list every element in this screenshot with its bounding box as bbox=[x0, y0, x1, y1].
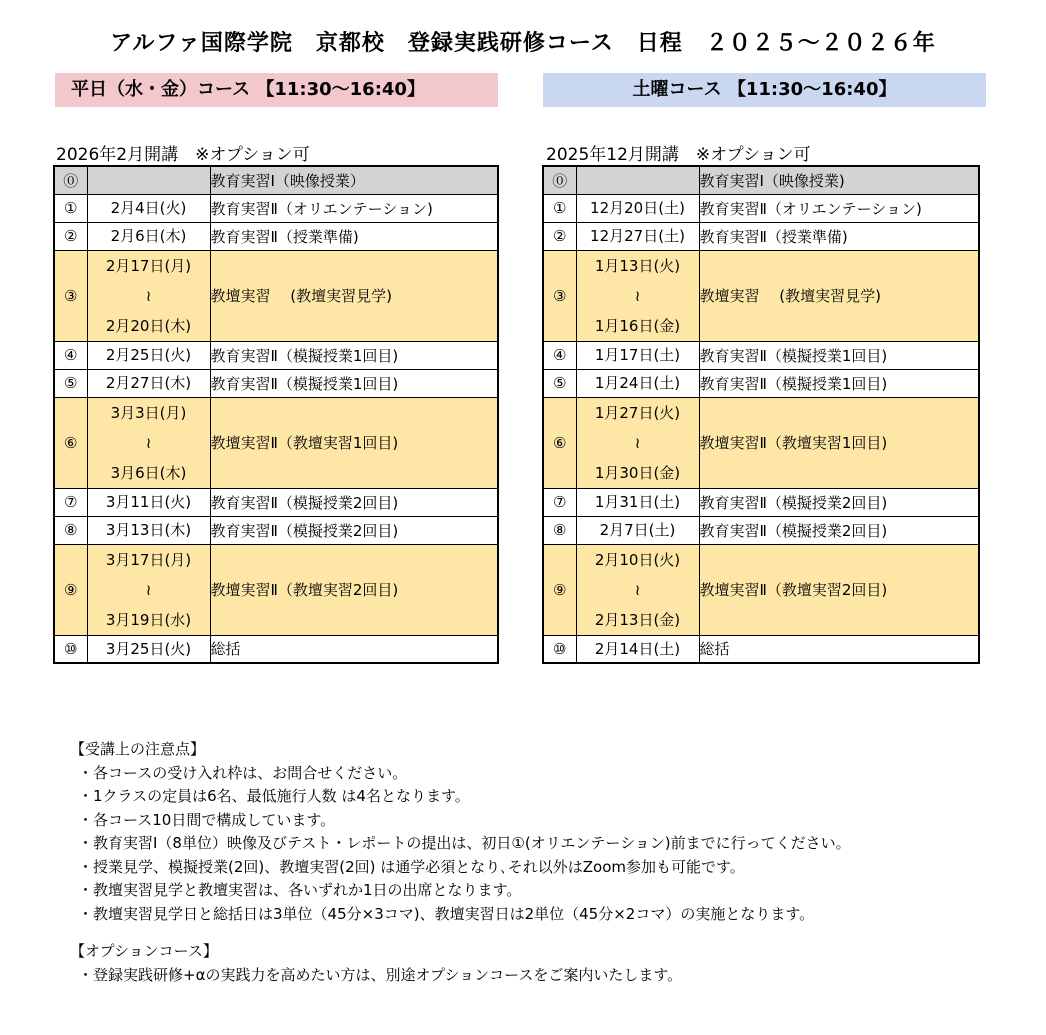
session-description: 総括 bbox=[210, 635, 498, 663]
date-text: 2月7日(土) bbox=[599, 521, 676, 539]
date-text: 12月27日(土) bbox=[590, 227, 685, 245]
date-text: 2月27日(木) bbox=[105, 374, 192, 392]
notes-heading: 【受講上の注意点】 bbox=[70, 740, 206, 758]
date-text: 1月27日(火) bbox=[594, 403, 681, 422]
schedule-row bbox=[543, 516, 979, 544]
session-date bbox=[87, 516, 210, 544]
schedule-row bbox=[54, 635, 498, 663]
session-description: 教育実習Ⅱ（オリエンテーション) bbox=[699, 194, 979, 222]
date-text: 1月17日(土) bbox=[594, 346, 681, 364]
session-number: ⓪ bbox=[543, 166, 576, 194]
date-text: 2月4日(火) bbox=[110, 199, 187, 217]
session-number: ⑤ bbox=[54, 369, 87, 397]
date-text: 1月24日(土) bbox=[594, 374, 681, 392]
session-description: 教育実習Ⅱ（模擬授業1回目) bbox=[699, 369, 979, 397]
date-range-mark: ≀ bbox=[634, 433, 641, 452]
date-text: 2月17日(月) bbox=[105, 256, 192, 275]
session-description: 教壇実習Ⅱ（教壇実習1回目) bbox=[210, 397, 498, 488]
session-number: ⑧ bbox=[54, 516, 87, 544]
date-text: 3月6日(木) bbox=[110, 463, 187, 482]
session-description: 教育実習Ⅱ（模擬授業2回目) bbox=[210, 516, 498, 544]
session-number: ⑦ bbox=[54, 488, 87, 516]
notes-section bbox=[70, 738, 851, 987]
session-number: ① bbox=[54, 194, 87, 222]
date-text: 2月13日(金) bbox=[594, 610, 681, 629]
session-date bbox=[576, 516, 699, 544]
session-description: 教育実習Ⅰ（映像授業） bbox=[210, 166, 498, 194]
date-text: 3月19日(水) bbox=[105, 610, 192, 629]
schedule-row bbox=[54, 341, 498, 369]
session-date bbox=[87, 250, 210, 341]
session-number: ② bbox=[54, 222, 87, 250]
schedule-row bbox=[543, 369, 979, 397]
date-text: 2月20日(木) bbox=[105, 316, 192, 335]
session-number: ⑥ bbox=[543, 397, 576, 488]
session-number: ⑨ bbox=[54, 544, 87, 635]
weekday-course-start: 2026年2月開講 ※オプション可 bbox=[56, 145, 310, 165]
session-date bbox=[576, 635, 699, 663]
session-date bbox=[87, 369, 210, 397]
schedule-row bbox=[54, 488, 498, 516]
date-text: 2月25日(火) bbox=[105, 346, 192, 364]
weekday-schedule-table bbox=[53, 165, 499, 664]
date-text: 3月3日(月) bbox=[110, 403, 187, 422]
session-number: ⓪ bbox=[54, 166, 87, 194]
date-text: 1月13日(火) bbox=[594, 256, 681, 275]
date-text: 2月10日(火) bbox=[594, 550, 681, 569]
session-date bbox=[576, 488, 699, 516]
session-description: 教壇実習Ⅱ（教壇実習1回目) bbox=[699, 397, 979, 488]
date-text: 2月6日(木) bbox=[110, 227, 187, 245]
session-description: 教育実習Ⅱ（授業準備) bbox=[210, 222, 498, 250]
session-number: ④ bbox=[543, 341, 576, 369]
session-number: ⑥ bbox=[54, 397, 87, 488]
session-description: 教壇実習Ⅱ（教壇実習2回目) bbox=[210, 544, 498, 635]
session-description: 教育実習Ⅱ（模擬授業1回目) bbox=[699, 341, 979, 369]
session-number: ② bbox=[543, 222, 576, 250]
session-description: 教育実習Ⅱ（模擬授業2回目) bbox=[699, 488, 979, 516]
date-text: 3月25日(火) bbox=[105, 639, 192, 658]
note-item: ・授業見学、模擬授業(2回)、教壇実習(2回) は通学必須となり､それ以外はZoom参加も可能です。 bbox=[78, 857, 745, 876]
session-description: 教壇実習 (教壇実習見学) bbox=[699, 250, 979, 341]
schedule-row bbox=[543, 635, 979, 663]
session-description: 教育実習Ⅱ（模擬授業2回目) bbox=[699, 516, 979, 544]
session-number: ④ bbox=[54, 341, 87, 369]
date-text: 2月14日(土) bbox=[594, 639, 681, 658]
schedule-row bbox=[54, 544, 498, 635]
date-range-mark: ≀ bbox=[145, 286, 152, 305]
saturday-course-start: 2025年12月開講 ※オプション可 bbox=[546, 145, 811, 165]
schedule-row bbox=[543, 488, 979, 516]
session-date bbox=[576, 369, 699, 397]
schedule-row bbox=[543, 397, 979, 488]
schedule-row bbox=[543, 341, 979, 369]
date-text: 3月13日(木) bbox=[105, 521, 192, 539]
session-date bbox=[576, 250, 699, 341]
session-number: ⑤ bbox=[543, 369, 576, 397]
date-range-mark: ≀ bbox=[634, 580, 641, 599]
session-number: ⑩ bbox=[543, 635, 576, 663]
date-text: 3月17日(月) bbox=[105, 550, 192, 569]
session-description: 教育実習Ⅱ（オリエンテーション) bbox=[210, 194, 498, 222]
session-date bbox=[576, 166, 699, 194]
date-text: 1月31日(土) bbox=[594, 493, 681, 511]
date-range-mark: ≀ bbox=[145, 580, 152, 599]
session-number: ⑩ bbox=[54, 635, 87, 663]
option-item: ・登録実践研修+αの実践力を高めたい方は、別途オプションコースをご案内いたします。 bbox=[78, 965, 683, 984]
schedule-row bbox=[54, 250, 498, 341]
session-date bbox=[576, 194, 699, 222]
schedule-row bbox=[543, 544, 979, 635]
note-item: ・各コースの受け入れ枠は、お問合せください。 bbox=[78, 763, 408, 782]
note-item: ・教育実習Ⅰ（8単位）映像及びテスト・レポートの提出は、初日①(オリエンテーション)前までに行ってください。 bbox=[78, 834, 851, 852]
session-date bbox=[87, 397, 210, 488]
session-date bbox=[576, 544, 699, 635]
schedule-row bbox=[54, 516, 498, 544]
session-number: ③ bbox=[543, 250, 576, 341]
note-item: ・各コース10日間で構成しています。 bbox=[78, 810, 336, 829]
schedule-row bbox=[54, 369, 498, 397]
weekday-course-banner: 平日（水・金）コース 【11:30～16:40】 bbox=[55, 73, 498, 107]
schedule-row bbox=[543, 194, 979, 222]
session-description: 教育実習Ⅰ（映像授業) bbox=[699, 166, 979, 194]
session-description: 教育実習Ⅱ（模擬授業1回目) bbox=[210, 341, 498, 369]
note-item: ・1クラスの定員は6名、最低施行人数 は4名となります。 bbox=[78, 787, 470, 805]
session-number: ⑧ bbox=[543, 516, 576, 544]
session-date bbox=[576, 222, 699, 250]
session-date bbox=[576, 341, 699, 369]
note-item: ・教壇実習見学日と総括日は3単位（45分×3コマ)、教壇実習日は2単位（45分×2コマ）の実施となります。 bbox=[78, 904, 815, 923]
session-number: ③ bbox=[54, 250, 87, 341]
session-date bbox=[87, 544, 210, 635]
session-description: 教壇実習 (教壇実習見学) bbox=[210, 250, 498, 341]
session-description: 総括 bbox=[699, 635, 979, 663]
date-range-mark: ≀ bbox=[634, 286, 641, 305]
session-number: ⑦ bbox=[543, 488, 576, 516]
schedule-row bbox=[54, 194, 498, 222]
saturday-course-banner: 土曜コース 【11:30～16:40】 bbox=[543, 73, 986, 107]
session-date bbox=[87, 194, 210, 222]
session-description: 教育実習Ⅱ（模擬授業2回目) bbox=[210, 488, 498, 516]
session-number: ① bbox=[543, 194, 576, 222]
date-text: 1月16日(金) bbox=[594, 316, 681, 335]
schedule-row bbox=[543, 250, 979, 341]
option-heading: 【オプションコース】 bbox=[70, 942, 218, 960]
session-date bbox=[87, 488, 210, 516]
session-number: ⑨ bbox=[543, 544, 576, 635]
session-date bbox=[87, 166, 210, 194]
session-date bbox=[87, 635, 210, 663]
date-range-mark: ≀ bbox=[145, 433, 152, 452]
session-date bbox=[576, 397, 699, 488]
schedule-row bbox=[543, 166, 979, 194]
session-description: 教育実習Ⅱ（授業準備) bbox=[699, 222, 979, 250]
page-title: アルファ国際学院 京都校 登録実践研修コース 日程 ２０２５～２０２６年 bbox=[110, 31, 936, 56]
session-date bbox=[87, 341, 210, 369]
date-text: 1月30日(金) bbox=[594, 463, 681, 482]
schedule-row bbox=[54, 166, 498, 194]
session-date bbox=[87, 222, 210, 250]
schedule-row bbox=[543, 222, 979, 250]
date-text: 12月20日(土) bbox=[590, 199, 685, 217]
session-description: 教育実習Ⅱ（模擬授業1回目) bbox=[210, 369, 498, 397]
schedule-row bbox=[54, 222, 498, 250]
session-description: 教壇実習Ⅱ（教壇実習2回目) bbox=[699, 544, 979, 635]
saturday-schedule-table bbox=[542, 165, 980, 664]
date-text: 3月11日(火) bbox=[105, 493, 192, 511]
note-item: ・教壇実習見学と教壇実習は、各いずれか1日の出席となります。 bbox=[78, 881, 522, 899]
schedule-row bbox=[54, 397, 498, 488]
